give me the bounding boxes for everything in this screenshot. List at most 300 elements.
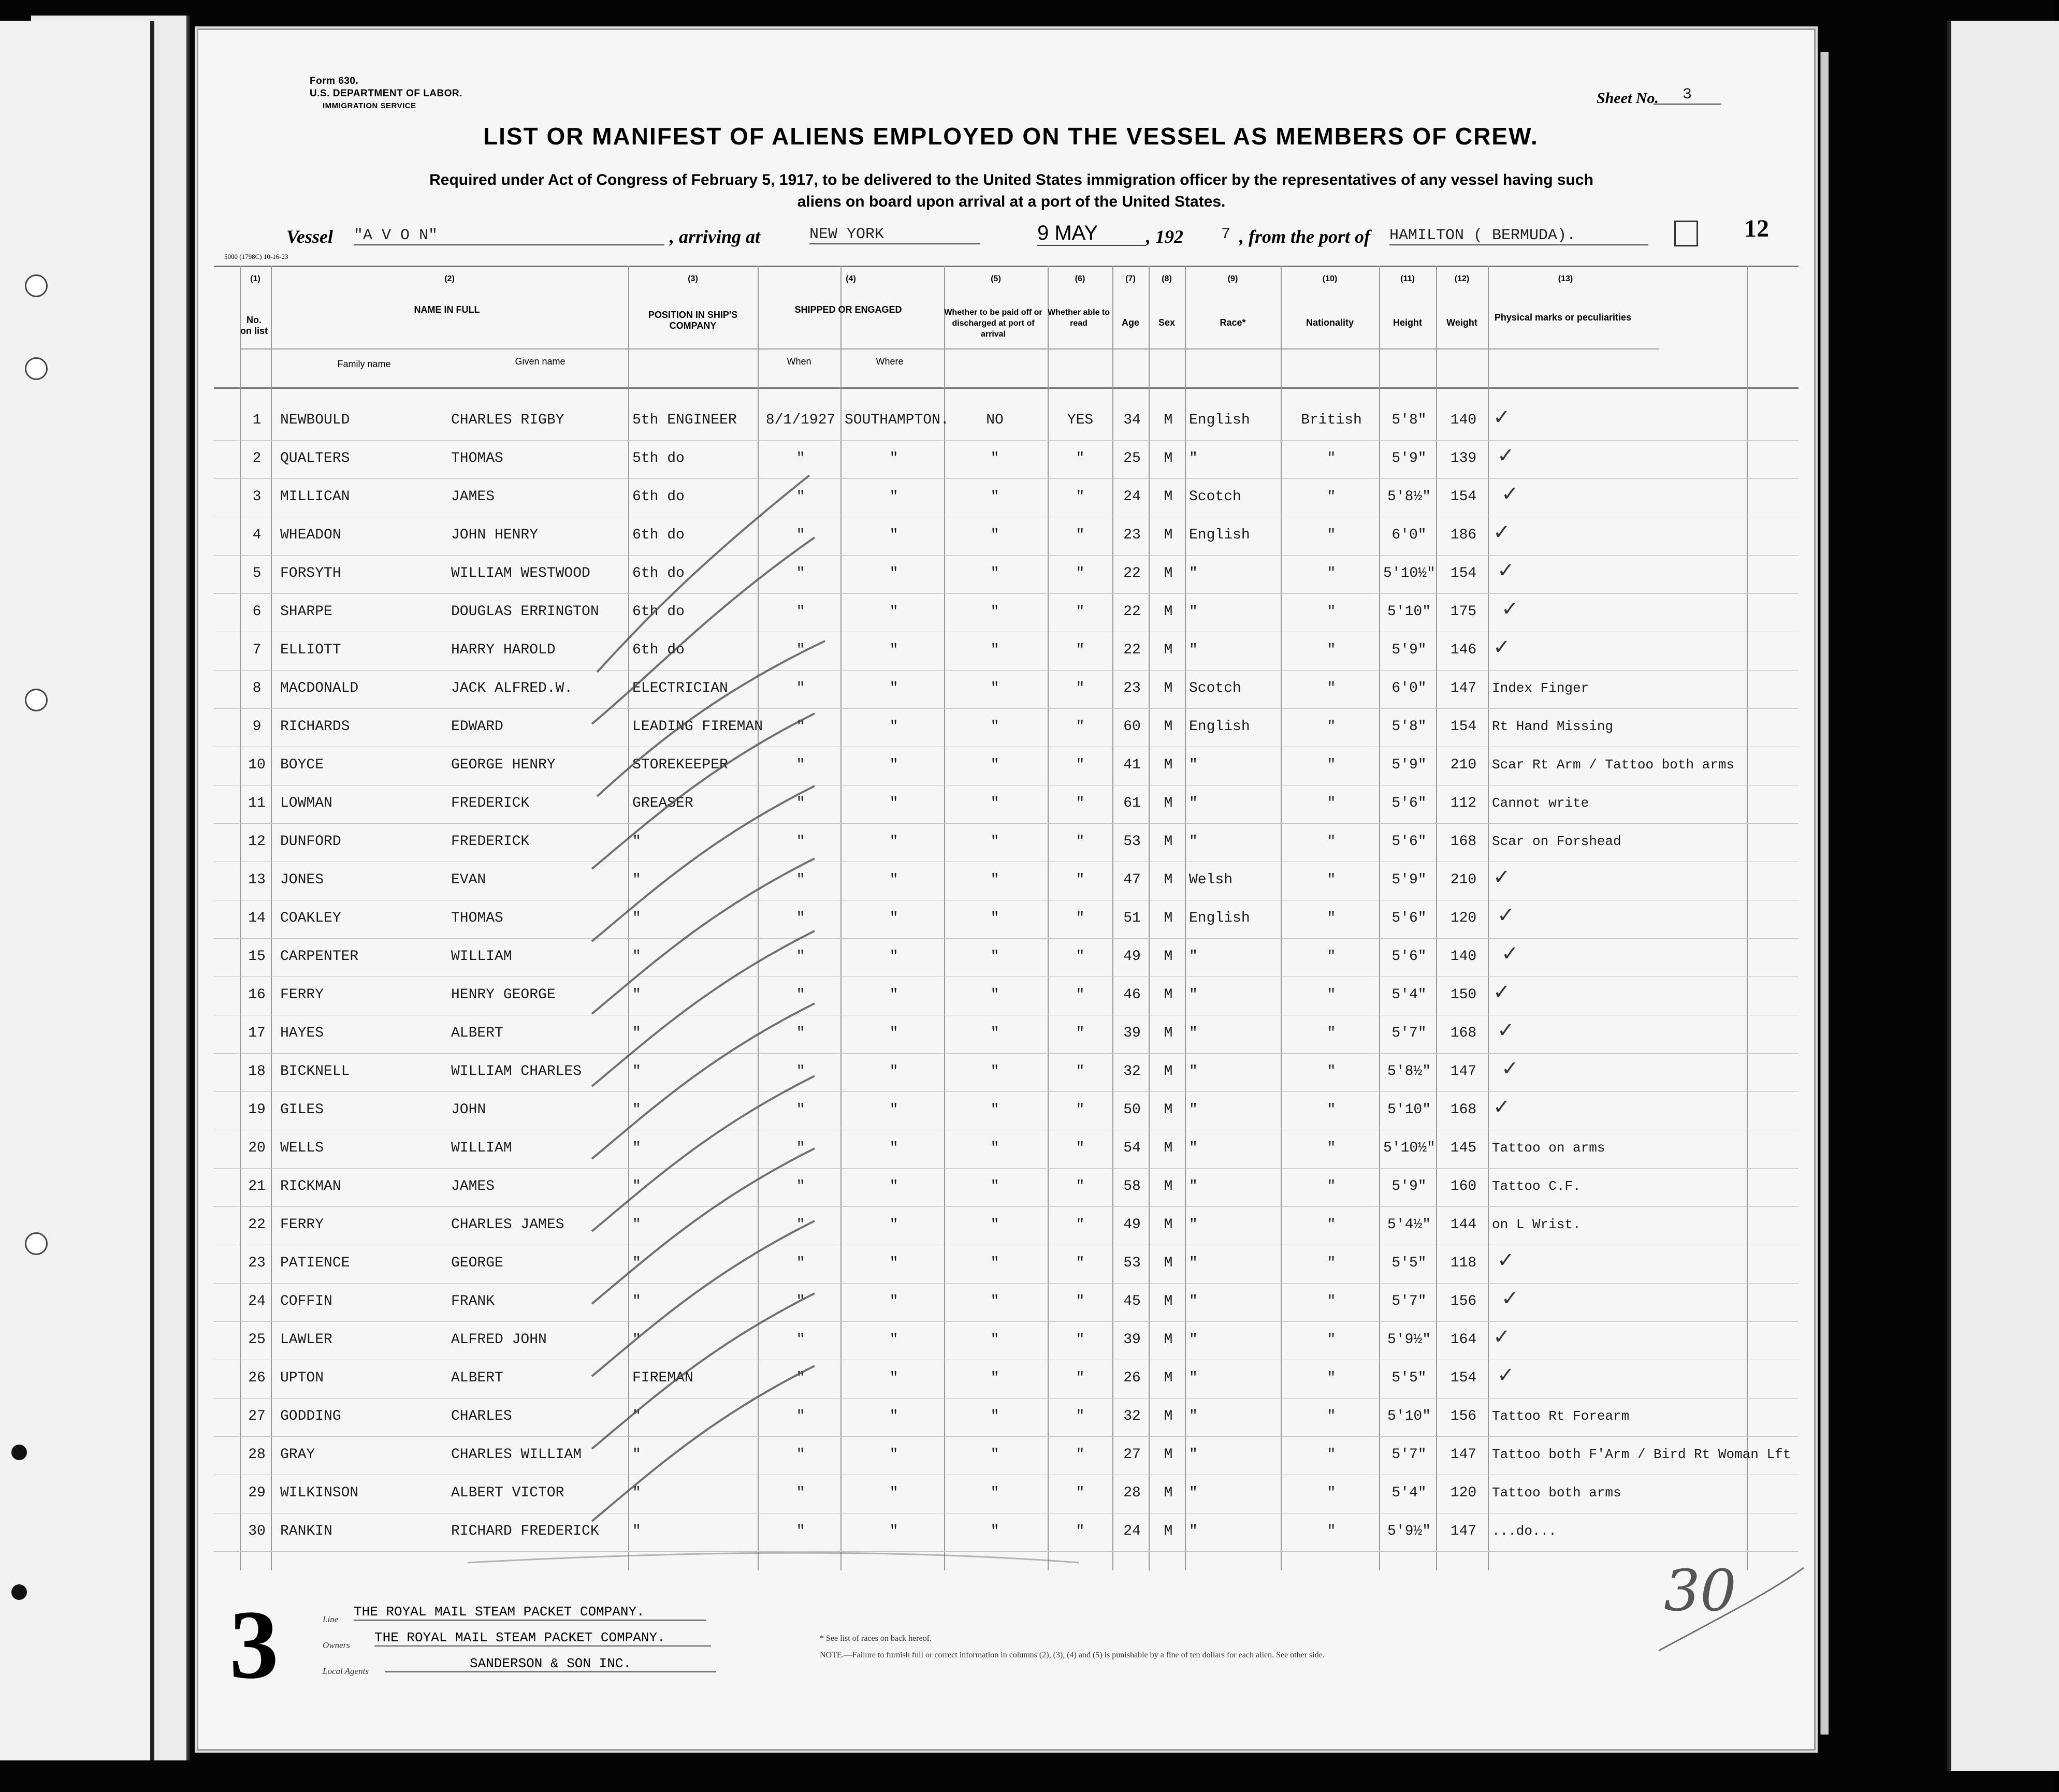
cell-where: " bbox=[889, 1025, 898, 1041]
cell-family: BOYCE bbox=[280, 757, 324, 773]
cell-position: " bbox=[632, 1332, 641, 1348]
cell-given: JOHN bbox=[451, 1102, 486, 1118]
cell-race: " bbox=[1189, 1255, 1198, 1271]
cell-height: 5'10½" bbox=[1383, 565, 1436, 581]
cell-where: " bbox=[889, 1332, 898, 1348]
cell-race: " bbox=[1189, 1370, 1198, 1386]
cell-race: " bbox=[1189, 795, 1198, 811]
cell-race: " bbox=[1189, 1063, 1198, 1080]
cell-height: 5'4½" bbox=[1387, 1217, 1431, 1233]
cell-family: COAKLEY bbox=[280, 910, 341, 926]
cell-height: 5'10" bbox=[1387, 1102, 1431, 1118]
pencil-annotations bbox=[198, 30, 1814, 1749]
cell-paid: " bbox=[990, 1523, 999, 1539]
cell-given: JAMES bbox=[451, 489, 495, 505]
cell-race: Scotch bbox=[1189, 489, 1241, 505]
sheet-number: 3 bbox=[1654, 86, 1721, 105]
from-label: , from the port of bbox=[1239, 226, 1371, 247]
cell-race: " bbox=[1189, 834, 1198, 850]
column-number: (1) bbox=[250, 274, 260, 283]
cell-read: " bbox=[1076, 450, 1085, 467]
arrival-date: 9 MAY bbox=[1037, 222, 1146, 246]
cell-sex: M bbox=[1164, 1523, 1173, 1539]
column-number: (2) bbox=[444, 274, 455, 283]
check-mark: ✓ bbox=[1497, 1018, 1515, 1042]
cell-family: RANKIN bbox=[280, 1523, 332, 1539]
cell-nationality: " bbox=[1327, 1140, 1336, 1156]
cell-family: FERRY bbox=[280, 987, 324, 1003]
cell-race: English bbox=[1189, 719, 1250, 735]
cell-when: " bbox=[796, 1178, 805, 1194]
cell-weight: 156 bbox=[1450, 1408, 1477, 1424]
cell-given: CHARLES RIGBY bbox=[451, 412, 564, 428]
cell-sex: M bbox=[1164, 872, 1173, 888]
cell-family: HAYES bbox=[280, 1025, 324, 1041]
cell-age: 23 bbox=[1123, 527, 1141, 543]
cell-family: RICHARDS bbox=[280, 719, 350, 735]
cell-race: " bbox=[1189, 757, 1198, 773]
cell-given: JOHN HENRY bbox=[451, 527, 539, 543]
cell-weight: 164 bbox=[1450, 1332, 1477, 1348]
sheet-number-large: 3 bbox=[229, 1591, 279, 1699]
cell-height: 5'7" bbox=[1391, 1025, 1427, 1041]
cell-read: " bbox=[1076, 1523, 1085, 1539]
print-code: 5000 (1798C) 10-16-23 bbox=[224, 253, 288, 260]
column-number: (7) bbox=[1125, 274, 1136, 283]
cell-sex: M bbox=[1164, 1025, 1173, 1041]
cell-weight: 154 bbox=[1450, 489, 1477, 505]
cell-nationality: " bbox=[1327, 1485, 1336, 1501]
cell-race: " bbox=[1189, 450, 1198, 467]
cell-position: 5th ENGINEER bbox=[632, 412, 737, 428]
cell-age: 49 bbox=[1123, 949, 1141, 965]
cell-where: " bbox=[889, 1523, 898, 1539]
vessel-name: "A V O N" bbox=[354, 227, 664, 245]
cell-given: WILLIAM WESTWOOD bbox=[451, 565, 590, 581]
cell-race: " bbox=[1189, 565, 1198, 581]
cell-no: 20 bbox=[248, 1140, 266, 1156]
punch-hole bbox=[11, 1445, 27, 1460]
cell-read: " bbox=[1076, 527, 1085, 543]
cell-read: " bbox=[1076, 719, 1085, 735]
cell-position: 6th do bbox=[632, 565, 685, 581]
cell-nationality: " bbox=[1327, 1523, 1336, 1539]
cell-when: " bbox=[796, 642, 805, 658]
cell-nationality: " bbox=[1327, 450, 1336, 467]
cell-family: WHEADON bbox=[280, 527, 341, 543]
form-number: Form 630. bbox=[310, 76, 359, 86]
cell-age: 58 bbox=[1123, 1178, 1141, 1194]
cell-height: 5'5" bbox=[1391, 1370, 1427, 1386]
cell-marks: Scar on Forshead bbox=[1492, 834, 1621, 849]
cell-sex: M bbox=[1164, 795, 1173, 811]
cell-height: 5'9" bbox=[1391, 450, 1427, 467]
col-race: Race* bbox=[1220, 317, 1246, 328]
cell-paid: " bbox=[990, 834, 999, 850]
cell-sex: M bbox=[1164, 565, 1173, 581]
cell-read: " bbox=[1076, 1217, 1085, 1233]
cell-paid: " bbox=[990, 1178, 999, 1194]
form-subtitle-line2: aliens on board upon arrival at a port of the United States. bbox=[797, 193, 1226, 210]
owners-label: Owners bbox=[323, 1640, 350, 1650]
col-position: POSITION IN SHIP'S COMPANY bbox=[648, 310, 738, 331]
column-number: (8) bbox=[1162, 274, 1172, 283]
cell-nationality: " bbox=[1327, 642, 1336, 658]
cell-family: GILES bbox=[280, 1102, 324, 1118]
cell-paid: " bbox=[990, 1217, 999, 1233]
cell-read: " bbox=[1076, 565, 1085, 581]
punch-hole bbox=[25, 1232, 48, 1255]
cell-where: " bbox=[889, 1408, 898, 1424]
cell-age: 51 bbox=[1123, 910, 1141, 926]
cell-height: 5'4" bbox=[1391, 1485, 1427, 1501]
cell-read: " bbox=[1076, 1408, 1085, 1424]
cell-position: LEADING FIREMAN bbox=[632, 719, 763, 735]
cell-when: " bbox=[796, 1255, 805, 1271]
cell-paid: " bbox=[990, 1255, 999, 1271]
col-height: Height bbox=[1393, 317, 1422, 328]
cell-read: " bbox=[1076, 1140, 1085, 1156]
cell-nationality: " bbox=[1327, 1370, 1336, 1386]
cell-no: 10 bbox=[248, 757, 266, 773]
cell-given: EVAN bbox=[451, 872, 486, 888]
cell-where: " bbox=[889, 489, 898, 505]
cell-height: 6'0" bbox=[1391, 680, 1427, 696]
cell-given: EDWARD bbox=[451, 719, 503, 735]
cell-family: GRAY bbox=[280, 1447, 315, 1463]
cell-no: 2 bbox=[252, 450, 262, 467]
check-mark: ✓ bbox=[1493, 520, 1511, 544]
cell-read: " bbox=[1076, 834, 1085, 850]
cell-read: " bbox=[1076, 872, 1085, 888]
footnote-races: * See list of races on back hereof. bbox=[820, 1634, 932, 1643]
check-mark: ✓ bbox=[1497, 1363, 1515, 1387]
cell-sex: M bbox=[1164, 719, 1173, 735]
cell-where: " bbox=[889, 680, 898, 696]
cell-race: " bbox=[1189, 1485, 1198, 1501]
cell-given: ALBERT bbox=[451, 1025, 503, 1041]
cell-position: " bbox=[632, 1523, 641, 1539]
cell-height: 5'8" bbox=[1391, 412, 1427, 428]
cell-position: GREASER bbox=[632, 795, 693, 811]
cell-age: 49 bbox=[1123, 1217, 1141, 1233]
cell-race: English bbox=[1189, 527, 1250, 543]
cell-no: 18 bbox=[248, 1063, 266, 1080]
service: IMMIGRATION SERVICE bbox=[323, 101, 416, 110]
cell-paid: " bbox=[990, 1293, 999, 1309]
cell-where: " bbox=[889, 910, 898, 926]
cell-paid: " bbox=[990, 1102, 999, 1118]
cell-weight: 120 bbox=[1450, 1485, 1477, 1501]
cell-height: 5'7" bbox=[1391, 1447, 1427, 1463]
cell-where: " bbox=[889, 834, 898, 850]
cell-height: 5'9" bbox=[1391, 757, 1427, 773]
next-page bbox=[1947, 21, 2059, 1771]
cell-family: BICKNELL bbox=[280, 1063, 350, 1080]
cell-when: " bbox=[796, 1293, 805, 1309]
cell-family: SHARPE bbox=[280, 604, 332, 620]
cell-height: 5'9½" bbox=[1387, 1523, 1431, 1539]
punch-hole bbox=[25, 274, 48, 297]
column-number: (6) bbox=[1075, 274, 1085, 283]
cell-race: " bbox=[1189, 987, 1198, 1003]
cell-sex: M bbox=[1164, 910, 1173, 926]
cell-age: 28 bbox=[1123, 1485, 1141, 1501]
cell-given: THOMAS bbox=[451, 910, 503, 926]
cell-sex: M bbox=[1164, 1485, 1173, 1501]
cell-height: 5'10" bbox=[1387, 1408, 1431, 1424]
cell-sex: M bbox=[1164, 450, 1173, 467]
cell-no: 13 bbox=[248, 872, 266, 888]
cell-sex: M bbox=[1164, 412, 1173, 428]
cell-weight: 154 bbox=[1450, 719, 1477, 735]
cell-when: " bbox=[796, 872, 805, 888]
cell-weight: 140 bbox=[1450, 412, 1477, 428]
cell-paid: " bbox=[990, 680, 999, 696]
cell-read: " bbox=[1076, 680, 1085, 696]
cell-age: 46 bbox=[1123, 987, 1141, 1003]
cell-read: " bbox=[1076, 1178, 1085, 1194]
year-digit: 7 bbox=[1221, 226, 1231, 243]
cell-marks: Tattoo on arms bbox=[1492, 1140, 1605, 1156]
col-age: Age bbox=[1121, 317, 1139, 328]
cell-height: 5'6" bbox=[1391, 795, 1427, 811]
col-paid-off: Whether to be paid off or discharged at port of arrival bbox=[944, 308, 1042, 339]
cell-sex: M bbox=[1164, 1140, 1173, 1156]
cell-given: WILLIAM bbox=[451, 1140, 512, 1156]
cell-family: DUNFORD bbox=[280, 834, 341, 850]
cell-position: " bbox=[632, 1140, 641, 1156]
cell-when: " bbox=[796, 1485, 805, 1501]
cell-where: " bbox=[889, 795, 898, 811]
cell-sex: M bbox=[1164, 1332, 1173, 1348]
cell-position: " bbox=[632, 834, 641, 850]
cell-no: 5 bbox=[252, 565, 262, 581]
cell-read: " bbox=[1076, 1370, 1085, 1386]
cell-nationality: " bbox=[1327, 1447, 1336, 1463]
department: U.S. DEPARTMENT OF LABOR. bbox=[310, 88, 463, 99]
cell-race: " bbox=[1189, 1025, 1198, 1041]
cell-family: UPTON bbox=[280, 1370, 324, 1386]
check-mark: ✓ bbox=[1493, 980, 1511, 1003]
cell-read: " bbox=[1076, 1255, 1085, 1271]
cell-where: " bbox=[889, 642, 898, 658]
cell-when: " bbox=[796, 1447, 805, 1463]
cell-position: " bbox=[632, 1063, 641, 1080]
column-number: (9) bbox=[1227, 274, 1238, 283]
cell-given: ALBERT VICTOR bbox=[451, 1485, 564, 1501]
column-number: (11) bbox=[1400, 274, 1415, 283]
cell-family: COFFIN bbox=[280, 1293, 332, 1309]
cell-no: 30 bbox=[248, 1523, 266, 1539]
cell-read: " bbox=[1076, 757, 1085, 773]
cell-height: 5'7" bbox=[1391, 1293, 1427, 1309]
cell-weight: 145 bbox=[1450, 1140, 1477, 1156]
cell-sex: M bbox=[1164, 1102, 1173, 1118]
cell-read: " bbox=[1076, 1063, 1085, 1080]
cell-where: " bbox=[889, 719, 898, 735]
cell-sex: M bbox=[1164, 527, 1173, 543]
cell-where: " bbox=[889, 1178, 898, 1194]
origin-port: HAMILTON ( BERMUDA). bbox=[1389, 227, 1648, 245]
manifest-sheet bbox=[197, 28, 1816, 1751]
cell-age: 23 bbox=[1123, 680, 1141, 696]
cell-weight: 146 bbox=[1450, 642, 1477, 658]
cell-race: English bbox=[1189, 910, 1250, 926]
cell-paid: " bbox=[990, 527, 999, 543]
cell-race: " bbox=[1189, 949, 1198, 965]
cell-read: " bbox=[1076, 1447, 1085, 1463]
cell-position: " bbox=[632, 1102, 641, 1118]
check-mark: ✓ bbox=[1493, 1095, 1511, 1118]
cell-read: " bbox=[1076, 949, 1085, 965]
cell-height: 6'0" bbox=[1391, 527, 1427, 543]
cell-paid: " bbox=[990, 1025, 999, 1041]
cell-when: " bbox=[796, 987, 805, 1003]
cell-family: QUALTERS bbox=[280, 450, 350, 467]
col-name-in-full: NAME IN FULL bbox=[414, 304, 480, 315]
cell-age: 45 bbox=[1123, 1293, 1141, 1309]
cell-family: FORSYTH bbox=[280, 565, 341, 581]
cell-age: 50 bbox=[1123, 1102, 1141, 1118]
owners-company: THE ROYAL MAIL STEAM PACKET COMPANY. bbox=[374, 1630, 711, 1647]
col-shipped: SHIPPED OR ENGAGED bbox=[794, 304, 902, 315]
cell-nationality: " bbox=[1327, 1025, 1336, 1041]
cell-no: 27 bbox=[248, 1408, 266, 1424]
cell-no: 1 bbox=[252, 412, 262, 428]
cell-no: 25 bbox=[248, 1332, 266, 1348]
cell-age: 22 bbox=[1123, 604, 1141, 620]
cell-given: HENRY GEORGE bbox=[451, 987, 556, 1003]
cell-no: 23 bbox=[248, 1255, 266, 1271]
cell-where: SOUTHAMPTON. bbox=[845, 412, 949, 428]
cell-given: RICHARD FREDERICK bbox=[451, 1523, 599, 1539]
cell-race: " bbox=[1189, 1102, 1198, 1118]
cell-when: " bbox=[796, 565, 805, 581]
cell-paid: " bbox=[990, 1447, 999, 1463]
cell-when: " bbox=[796, 1332, 805, 1348]
cell-height: 5'8" bbox=[1391, 719, 1427, 735]
cell-sex: M bbox=[1164, 1255, 1173, 1271]
cell-no: 16 bbox=[248, 987, 266, 1003]
cell-weight: 156 bbox=[1450, 1293, 1477, 1309]
cell-no: 15 bbox=[248, 949, 266, 965]
cell-no: 14 bbox=[248, 910, 266, 926]
cell-paid: " bbox=[990, 1370, 999, 1386]
cell-no: 3 bbox=[252, 489, 262, 505]
cell-marks: Tattoo Rt Forearm bbox=[1492, 1408, 1630, 1424]
cell-marks: Tattoo both F'Arm / Bird Rt Woman Lft bbox=[1492, 1447, 1791, 1462]
cell-when: " bbox=[796, 795, 805, 811]
cell-sex: M bbox=[1164, 642, 1173, 658]
cell-family: NEWBOULD bbox=[280, 412, 350, 428]
cell-no: 21 bbox=[248, 1178, 266, 1194]
cell-where: " bbox=[889, 604, 898, 620]
cell-when: " bbox=[796, 1063, 805, 1080]
cell-position: " bbox=[632, 1217, 641, 1233]
cell-family: LAWLER bbox=[280, 1332, 332, 1348]
cell-paid: NO bbox=[986, 412, 1004, 428]
cell-paid: " bbox=[990, 565, 999, 581]
cell-position: " bbox=[632, 949, 641, 965]
cell-age: 27 bbox=[1123, 1447, 1141, 1463]
cell-marks: ...do... bbox=[1492, 1523, 1557, 1539]
cell-paid: " bbox=[990, 1485, 999, 1501]
cell-nationality: " bbox=[1327, 872, 1336, 888]
cell-where: " bbox=[889, 1447, 898, 1463]
cell-sex: M bbox=[1164, 834, 1173, 850]
cell-nationality: " bbox=[1327, 719, 1336, 735]
cell-given: FREDERICK bbox=[451, 834, 530, 850]
cell-read: " bbox=[1076, 1485, 1085, 1501]
page-reference: 12 bbox=[1744, 215, 1769, 242]
cell-race: " bbox=[1189, 1217, 1198, 1233]
cell-where: " bbox=[889, 987, 898, 1003]
cell-where: " bbox=[889, 872, 898, 888]
cell-weight: 168 bbox=[1450, 834, 1477, 850]
col-when: When bbox=[787, 356, 811, 367]
cell-nationality: " bbox=[1327, 987, 1336, 1003]
cell-race: " bbox=[1189, 1447, 1198, 1463]
cell-paid: " bbox=[990, 719, 999, 735]
cell-no: 8 bbox=[252, 680, 262, 696]
cell-when: " bbox=[796, 489, 805, 505]
col-sex: Sex bbox=[1158, 317, 1176, 328]
cell-nationality: " bbox=[1327, 680, 1336, 696]
check-mark: ✓ bbox=[1493, 1325, 1511, 1348]
col-no-on-list: No. on list bbox=[240, 315, 268, 336]
cell-nationality: " bbox=[1327, 604, 1336, 620]
cell-weight: 147 bbox=[1450, 1523, 1477, 1539]
cell-when: " bbox=[796, 949, 805, 965]
cell-when: " bbox=[796, 834, 805, 850]
cell-where: " bbox=[889, 1370, 898, 1386]
cell-weight: 140 bbox=[1450, 949, 1477, 965]
cell-weight: 160 bbox=[1450, 1178, 1477, 1194]
cell-paid: " bbox=[990, 604, 999, 620]
cell-where: " bbox=[889, 1102, 898, 1118]
cell-paid: " bbox=[990, 450, 999, 467]
cell-read: " bbox=[1076, 795, 1085, 811]
column-number: (10) bbox=[1322, 274, 1338, 283]
cell-height: 5'6" bbox=[1391, 949, 1427, 965]
arrival-port: NEW YORK bbox=[809, 226, 980, 244]
sheet-label: Sheet No. bbox=[1597, 90, 1659, 107]
cell-weight: 147 bbox=[1450, 1447, 1477, 1463]
cell-height: 5'8½" bbox=[1387, 1063, 1431, 1080]
cell-sex: M bbox=[1164, 1293, 1173, 1309]
punch-hole bbox=[25, 689, 48, 711]
cell-read: " bbox=[1076, 1102, 1085, 1118]
cell-given: JAMES bbox=[451, 1178, 495, 1194]
cell-age: 22 bbox=[1123, 565, 1141, 581]
cell-no: 26 bbox=[248, 1370, 266, 1386]
cell-position: FIREMAN bbox=[632, 1370, 693, 1386]
cell-position: ELECTRICIAN bbox=[632, 680, 728, 696]
cell-nationality: " bbox=[1327, 1063, 1336, 1080]
cell-when: " bbox=[796, 757, 805, 773]
check-mark: ✓ bbox=[1497, 1248, 1515, 1272]
cell-where: " bbox=[889, 1293, 898, 1309]
col-nationality: Nationality bbox=[1306, 317, 1354, 328]
cell-family: FERRY bbox=[280, 1217, 324, 1233]
cell-weight: 120 bbox=[1450, 910, 1477, 926]
cell-when: " bbox=[796, 1408, 805, 1424]
cell-weight: 112 bbox=[1450, 795, 1477, 811]
cell-read: " bbox=[1076, 1025, 1085, 1041]
cell-weight: 154 bbox=[1450, 565, 1477, 581]
cell-nationality: " bbox=[1327, 1332, 1336, 1348]
